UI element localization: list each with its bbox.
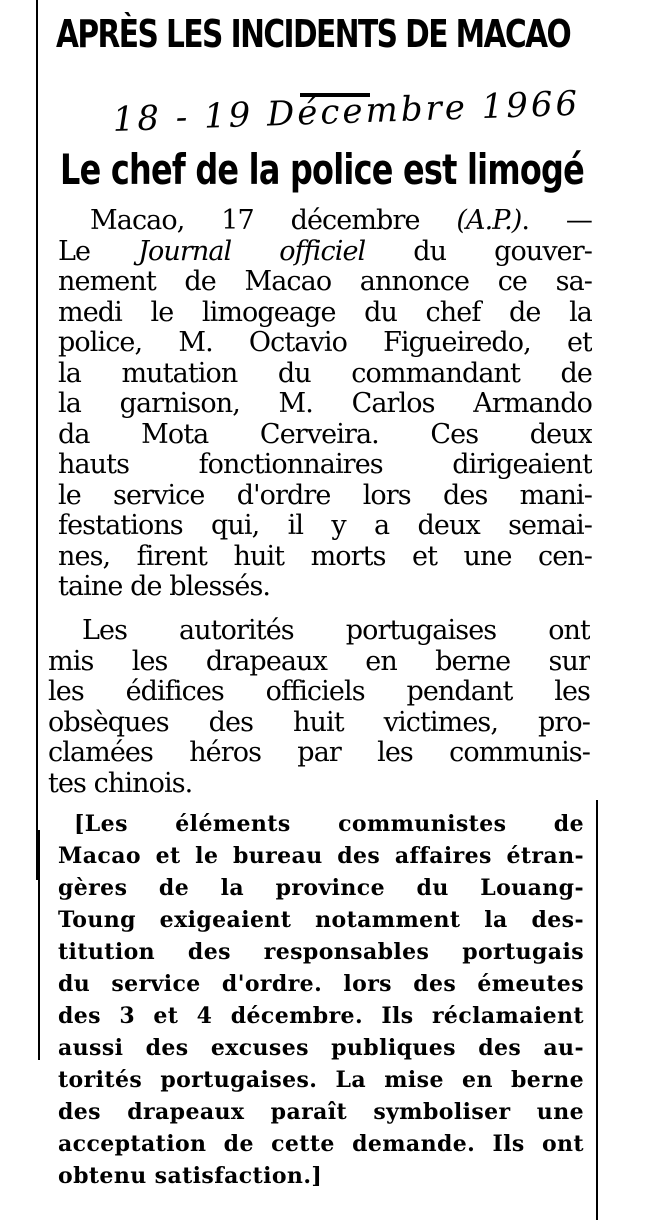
paragraph-line: tes chinois. (48, 768, 193, 799)
paragraph-line: Macao et le bureau des affaires étran- (58, 843, 584, 869)
paragraph-line: taine de blessés. (58, 572, 271, 602)
paragraph-line: da Mota Cerveira. Ces deux (58, 419, 592, 450)
paragraph-line: mis les drapeaux en berne sur (48, 646, 590, 677)
article-kicker: APRÈS LES INCIDENTS DE MACAO (56, 12, 571, 56)
article-paragraph-1 (58, 206, 592, 603)
paragraph-line: aussi des excuses publiques des au- (58, 1035, 584, 1061)
paragraph-line: obtenu satisfaction.] (58, 1163, 323, 1189)
paragraph-line: obsèques des huit victimes, pro- (48, 707, 590, 738)
article-paragraph-2 (48, 616, 590, 799)
paragraph-line: du service d'ordre. lors des émeutes (58, 971, 584, 997)
paragraph-line: Toung exigeaient notamment la des- (58, 907, 584, 933)
column-rule-left-lower (38, 830, 40, 1060)
paragraph-line: acceptation de cette demande. Ils ont (58, 1131, 584, 1157)
handwritten-date-annotation: 18 - 19 Décembre 1966 (112, 83, 581, 140)
paragraph-line: des drapeaux paraît symboliser une (58, 1099, 584, 1125)
paragraph-line: festations qui, il y a deux semai- (58, 511, 592, 541)
paragraph-line: titution des responsables portugais (58, 939, 584, 965)
paragraph-line: clamées héros par les communis- (48, 738, 590, 768)
paragraph-line: Macao, 17 décembre (A.P.). — (90, 206, 592, 236)
paragraph-line: les édifices officiels pendant les (48, 677, 590, 707)
paragraph-line: [Les éléments communistes de (74, 811, 584, 837)
article-paragraph-3-note (58, 808, 584, 1192)
article-headline: Le chef de la police est limogé (60, 145, 584, 194)
paragraph-line: police, M. Octavio Figueiredo, et (58, 328, 592, 358)
paragraph-line: gères de la province du Louang- (58, 875, 584, 901)
paragraph-line: des 3 et 4 décembre. Ils réclamaient (58, 1003, 584, 1029)
paragraph-line: la mutation du commandant de (58, 358, 592, 389)
paragraph-line: Les autorités portugaises ont (82, 616, 590, 646)
paragraph-line: torités portugaises. La mise en berne (58, 1067, 584, 1093)
column-rule-left (36, 0, 38, 880)
paragraph-line: Le Journal officiel du gouver- (58, 236, 592, 267)
paragraph-line: la garnison, M. Carlos Armando (58, 389, 592, 419)
paragraph-line: nement de Macao annonce ce sa- (58, 267, 592, 297)
paragraph-line: nes, firent huit morts et une cen- (58, 541, 592, 572)
paragraph-line: le service d'ordre lors des mani- (58, 480, 592, 511)
column-rule-right (596, 800, 598, 1220)
paragraph-line: hauts fonctionnaires dirigeaient (58, 450, 592, 480)
paragraph-line: medi le limogeage du chef de la (58, 297, 592, 328)
